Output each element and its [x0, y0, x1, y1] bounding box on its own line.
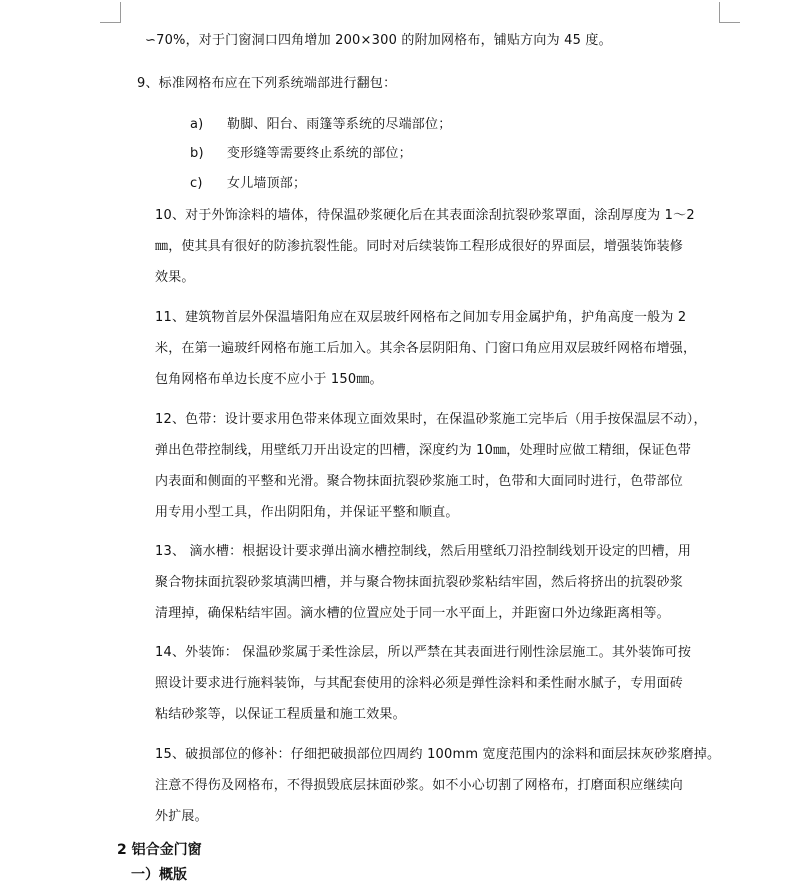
crop-mark-left	[100, 2, 121, 23]
list-item: 勒脚、阳台、雨篷等系统的尽端部位；	[227, 117, 452, 132]
paragraph-line: 注意不得伤及网格布，不得损毁底层抹面砂浆。如不小心切割了网格布，打磨面积应继续向	[155, 778, 684, 793]
list-marker: a)	[190, 117, 204, 132]
paragraph-line: 10、对于外饰涂料的墙体，待保温砂浆硬化后在其表面涂刮抗裂砂浆罩面，涂刮厚度为 1～2	[155, 208, 695, 223]
paragraph-line: 用专用小型工具，作出阴阳角，并保证平整和顺直。	[155, 505, 459, 520]
paragraph-line: 9、标准网格布应在下列系统端部进行翻包：	[137, 76, 397, 91]
paragraph-line: 清理掉，确保粘结牢固。滴水槽的位置应处于同一水平面上，并距窗口外边缘距离相等。	[155, 606, 670, 621]
crop-mark-right	[719, 2, 740, 23]
paragraph-line: 14、外装饰： 保温砂浆属于柔性涂层，所以严禁在其表面进行刚性涂层施工。其外装饰可按	[155, 645, 692, 660]
paragraph-line: 12、色带：设计要求用色带来体现立面效果时，在保温砂浆施工完毕后（用手按保温层不动），	[155, 412, 707, 427]
paragraph-line: ㎜，使其具有很好的防渗抗裂性能。同时对后续装饰工程形成很好的界面层，增强装饰装修	[155, 239, 684, 254]
list-item: 女儿墙顶部；	[227, 176, 307, 191]
list-marker: c)	[190, 176, 203, 191]
paragraph-line: 包角网格布单边长度不应小于 150㎜。	[155, 372, 383, 387]
paragraph-line: 效果。	[155, 270, 195, 285]
list-item: 变形缝等需要终止系统的部位；	[227, 146, 412, 161]
paragraph-line: 11、建筑物首层外保温墙阳角应在双层玻纤网格布之间加专用金属护角，护角高度一般为 2	[155, 310, 687, 325]
paragraph-line: 15、破损部位的修补：仔细把破损部位四周约 100mm 宽度范围内的涂料和面层抹灰砂浆磨掉。	[155, 747, 721, 762]
paragraph-line: 弹出色带控制线，用壁纸刀开出设定的凹槽，深度约为 10㎜，处理时应做工精细，保证色带	[155, 443, 692, 458]
paragraph-line: 米，在第一遍玻纤网格布施工后加入。其余各层阴阳角、门窗口角应用双层玻纤网格布增强，	[155, 341, 697, 356]
section-heading: 2 铝合金门窗	[117, 842, 202, 858]
paragraph-line: ∽70%，对于门窗洞口四角增加 200×300 的附加网格布，铺贴方向为 45 度。	[145, 33, 612, 48]
paragraph-line: 13、 滴水槽：根据设计要求弹出滴水槽控制线，然后用壁纸刀沿控制线划开设定的凹槽，用	[155, 544, 692, 559]
paragraph-line: 粘结砂浆等，以保证工程质量和施工效果。	[155, 707, 406, 722]
subsection-heading: 一）概版	[131, 867, 187, 883]
paragraph-line: 聚合物抹面抗裂砂浆填满凹槽，并与聚合物抹面抗裂砂浆粘结牢固，然后将挤出的抗裂砂浆	[155, 575, 684, 590]
paragraph-line: 外扩展。	[155, 809, 208, 824]
paragraph-line: 照设计要求进行施料装饰，与其配套使用的涂料必须是弹性涂料和柔性耐水腻子，专用面砖	[155, 676, 684, 691]
paragraph-line: 内表面和侧面的平整和光滑。聚合物抹面抗裂砂浆施工时，色带和大面同时进行，色带部位	[155, 474, 684, 489]
list-marker: b)	[190, 146, 204, 161]
